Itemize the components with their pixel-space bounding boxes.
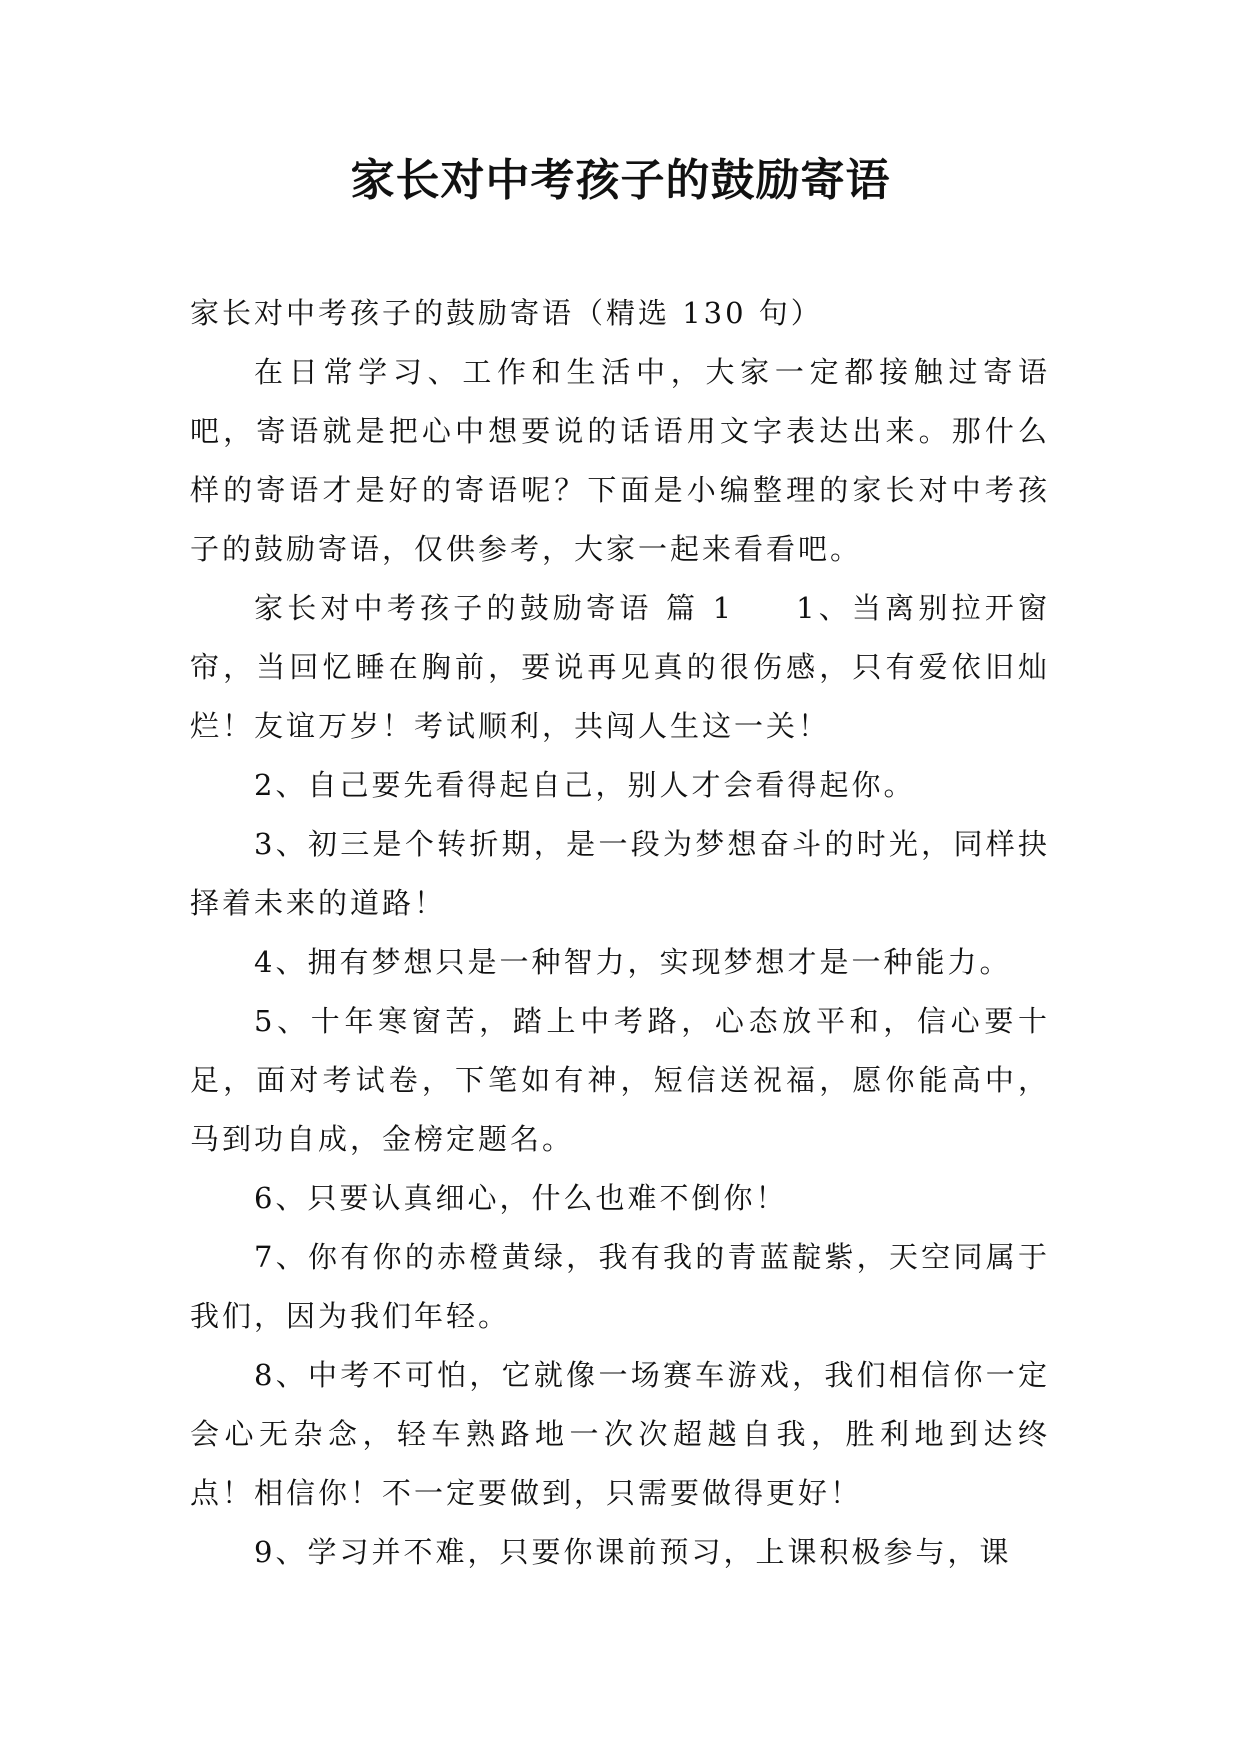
document-title: 家长对中考孩子的鼓励寄语 [350,155,891,206]
document-subtitle: 家长对中考孩子的鼓励寄语（精选 130 句） [190,296,823,330]
intro-paragraph: 在日常学习、工作和生活中，大家一定都接触过寄语吧，寄语就是把心中想要说的话语用文字表达出来。那什么样的寄语才是好的寄语呢？下面是小编整理的家长对中考孩子的鼓励寄语，仅供参考，大家一起来看看吧。 [190,355,1050,566]
list-item-1: 1、当离别拉开窗帘，当回忆睡在胸前，要说再见真的很伤感，只有爱依旧灿烂！友谊万岁！考试顺利，共闯人生这一关！ [190,591,1050,743]
section-first-paragraph [190,579,1050,756]
list-item-2: 2、自己要先看得起自己，别人才会看得起你。 [254,768,916,802]
list-item-6: 6、只要认真细心，什么也难不倒你！ [254,1181,788,1215]
list-item-3: 3、初三是个转折期，是一段为梦想奋斗的时光，同样抉择着未来的道路！ [190,827,1050,920]
list-item-4: 4、拥有梦想只是一种智力，实现梦想才是一种能力。 [254,945,1012,979]
list-item-8: 8、中考不可怕，它就像一场赛车游戏，我们相信你一定会心无杂念，轻车熟路地一次次超越自我，胜利地到达终点！相信你！不一定要做到，只需要做得更好！ [190,1358,1050,1510]
list-item-5: 5、十年寒窗苦，踏上中考路，心态放平和，信心要十足，面对考试卷，下笔如有神，短信送祝福，愿你能高中，马到功自成，金榜定题名。 [190,1004,1050,1156]
section-heading: 家长对中考孩子的鼓励寄语 篇 1 [254,591,735,625]
list-item-9: 9、学习并不难，只要你课前预习，上课积极参与，课 [254,1535,1012,1569]
list-item-7: 7、你有你的赤橙黄绿，我有我的青蓝靛紫，天空同属于我们，因为我们年轻。 [190,1240,1050,1333]
document-body [190,284,1050,1582]
